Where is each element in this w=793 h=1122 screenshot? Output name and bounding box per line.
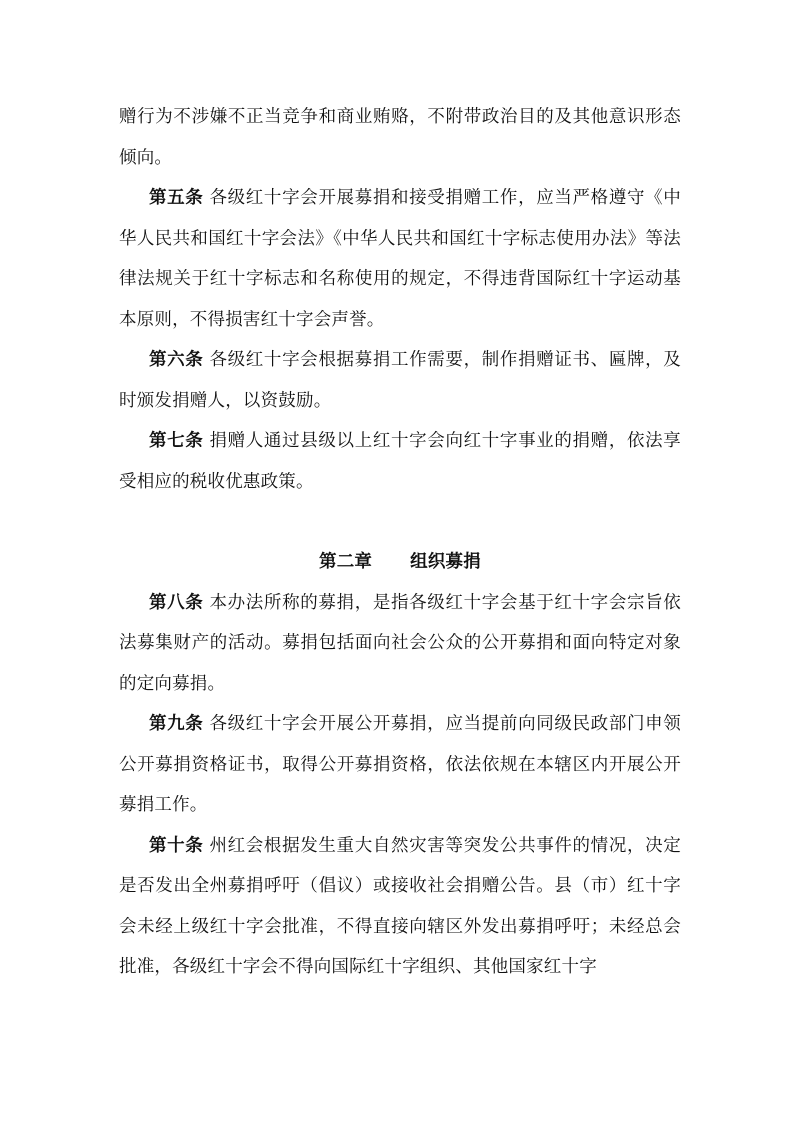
article-label: 第八条 — [149, 592, 204, 613]
article-7 — [119, 421, 681, 502]
article-label: 第九条 — [149, 714, 204, 734]
article-8 — [119, 583, 681, 705]
article-text: 州红会根据发生重大自然灾害等突发公共事件的情况，决定是否发出全州募捐呼吁（倡议）或接收社会捐赠公告。县（市）红十字会未经上级红十字会批准，不得直接向辖区外发出募捐呼吁；未经总会批准，各级红十字会不得向国际红十字组织、其他国家红十字 — [119, 835, 681, 977]
article-label: 第五条 — [149, 188, 204, 208]
article-text: 各级红十字会开展募捐和接受捐赠工作，应当严格遵守《中华人民共和国红十字会法》《中华人民共和国红十字标志使用办法》等法律法规关于红十字标志和名称使用的规定，不得违背国际红十字运动基本原则，不得损害红十字会声誉。 — [119, 188, 681, 330]
chapter-title: 组织募捐 — [410, 552, 481, 572]
article-6 — [119, 340, 681, 421]
article-5 — [119, 178, 681, 340]
article-label: 第六条 — [149, 350, 204, 370]
article-label: 第十条 — [149, 835, 204, 856]
article-text: 本办法所称的募捐，是指各级红十字会基于红十字会宗旨依法募集财产的活动。募捐包括面向社会公众的公开募捐和面向特定对象的定向募捐。 — [119, 592, 681, 694]
article-text: 各级红十字会开展公开募捐，应当提前向同级民政部门申领公开募捐资格证书，取得公开募捐资格，依法依规在本辖区内开展公开募捐工作。 — [119, 714, 681, 815]
chapter-heading — [119, 502, 681, 583]
document-body — [119, 97, 681, 988]
article-9 — [119, 704, 681, 826]
article-text: 各级红十字会根据募捐工作需要，制作捐赠证书、匾牌，及时颁发捐赠人，以资鼓励。 — [119, 350, 681, 411]
paragraph-text: 赠行为不涉嫌不正当竞争和商业贿赂，不附带政治目的及其他意识形态倾向。 — [119, 107, 681, 168]
article-10 — [119, 826, 681, 988]
paragraph-continuation — [119, 97, 681, 178]
article-text: 捐赠人通过县级以上红十字会向红十字事业的捐赠，依法享受相应的税收优惠政策。 — [119, 431, 681, 492]
article-label: 第七条 — [149, 431, 204, 451]
chapter-number: 第二章 — [319, 552, 373, 572]
